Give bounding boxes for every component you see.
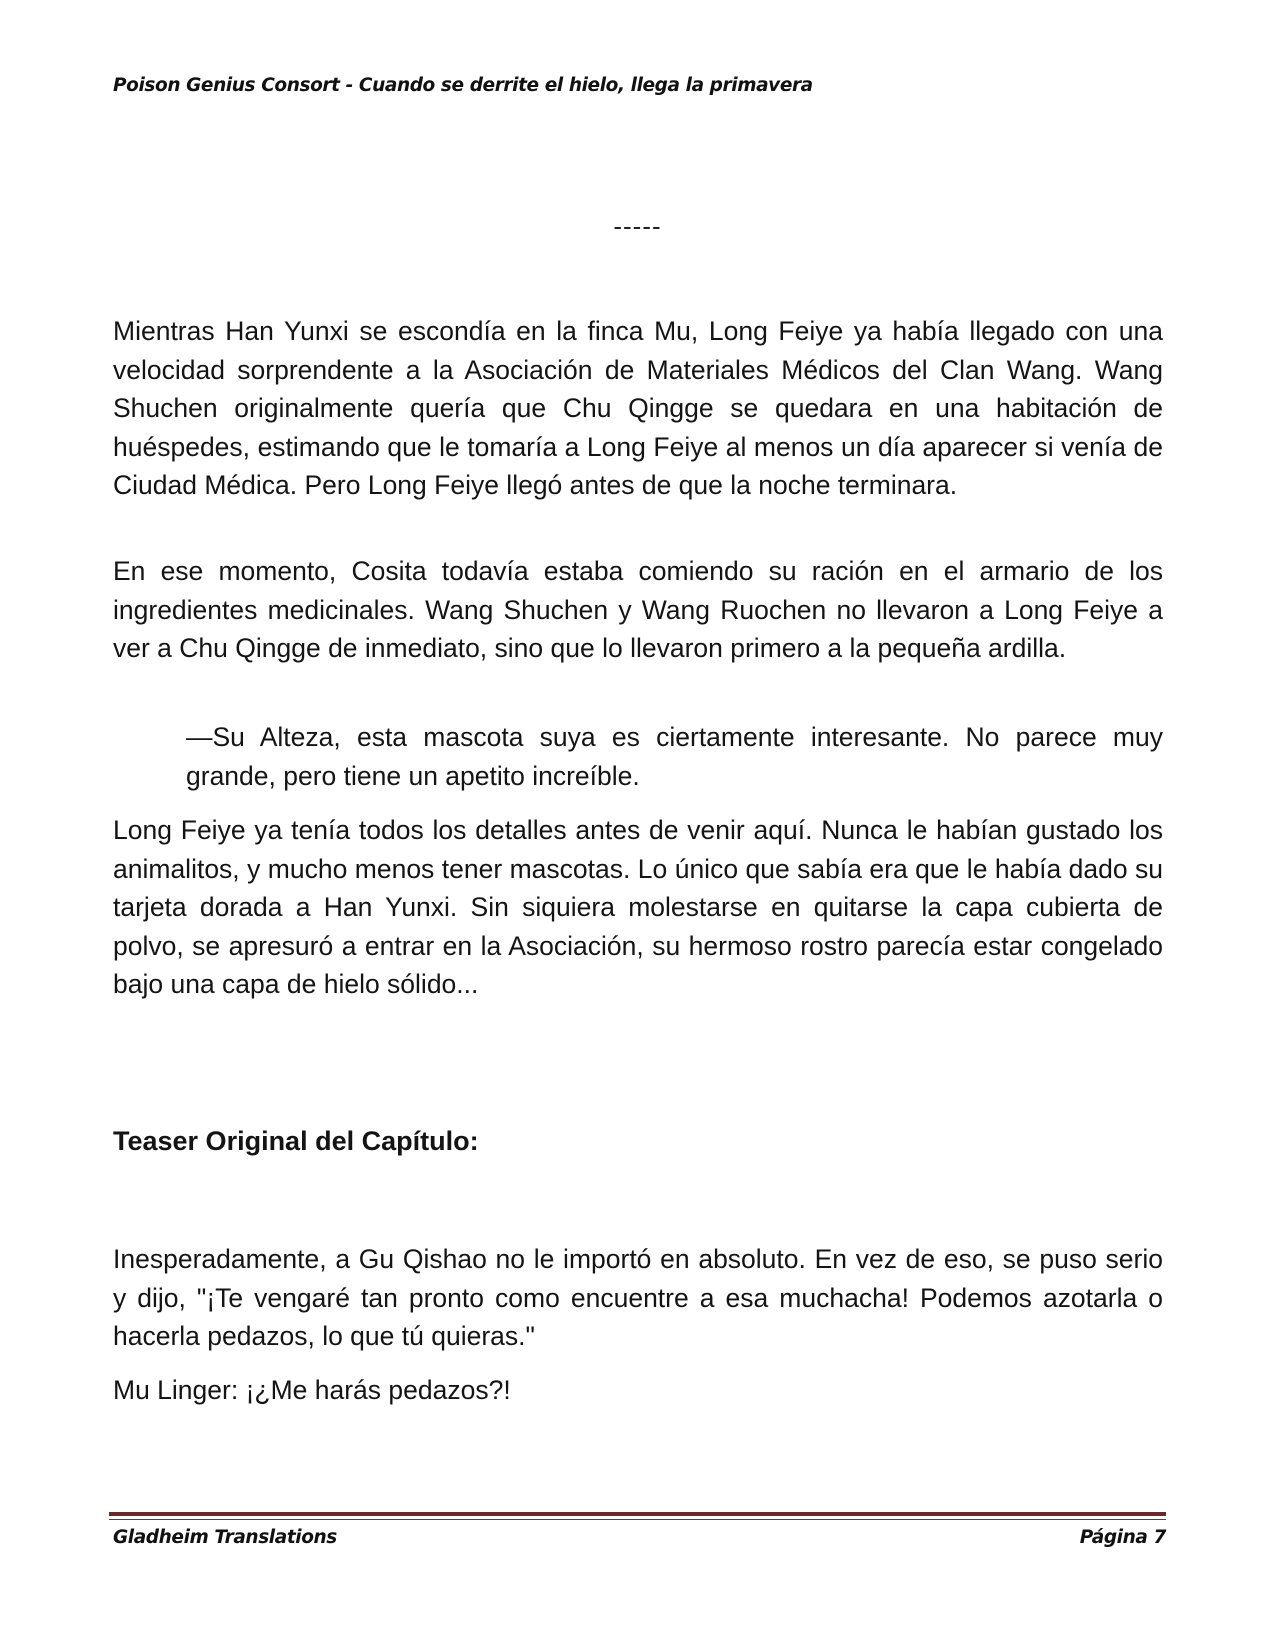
footer-translator: Gladheim Translations bbox=[113, 1527, 337, 1548]
page-number: Página 7 bbox=[1079, 1527, 1166, 1548]
footer-rule-thin bbox=[109, 1519, 1166, 1520]
section-separator: ----- bbox=[613, 211, 662, 241]
footer-rule-thick bbox=[109, 1512, 1166, 1516]
paragraph-1: Mientras Han Yunxi se escondía en la finca Mu, Long Feiye ya había llegado con una velocidad sorprendente a la Asociación de Materiales Médicos del Clan Wang. Wang Shuchen originalmente quería que Chu Qingge se quedara en una habitación de huéspedes, estimando que le tomaría a Long Feiye al menos un día aparecer si venía de Ciudad Médica. Pero Long Feiye llegó antes de que la noche terminara. bbox=[113, 316, 1163, 500]
paragraph-3: Long Feiye ya tenía todos los detalles antes de venir aquí. Nunca le habían gustado los animalitos, y mucho menos tener mascotas. Lo único que sabía era que le había dado su tarjeta dorada a Han Yunxi. Sin siquiera molestarse en quitarse la capa cubierta de polvo, se apresuró a entrar en la Asociación, su hermoso rostro parecía estar congelado bajo una capa de hielo sólido... bbox=[113, 815, 1163, 999]
paragraph-2: En ese momento, Cosita todavía estaba comiendo su ración en el armario de los ingredientes medicinales. Wang Shuchen y Wang Ruochen no llevaron a Long Feiye a ver a Chu Qingge de inmediato, sino que lo llevaron primero a la pequeña ardilla. bbox=[113, 556, 1163, 663]
page-header: Poison Genius Consort - Cuando se derrite el hielo, llega la primavera bbox=[113, 75, 813, 96]
quoted-dialogue: —Su Alteza, esta mascota suya es ciertamente interesante. No parece muy grande, pero tiene un apetito increíble. bbox=[186, 722, 1163, 791]
teaser-paragraph-1: Inesperadamente, a Gu Qishao no le importó en absoluto. En vez de eso, se puso serio y dijo, "¡Te vengaré tan pronto como encuentre a esa muchacha! Podemos azotarla o hacerla pedazos, lo que tú quieras." bbox=[113, 1244, 1163, 1351]
teaser-heading: Teaser Original del Capítulo: bbox=[113, 1126, 479, 1156]
teaser-paragraph-2: Mu Linger: ¡¿Me harás pedazos?! bbox=[113, 1375, 511, 1405]
